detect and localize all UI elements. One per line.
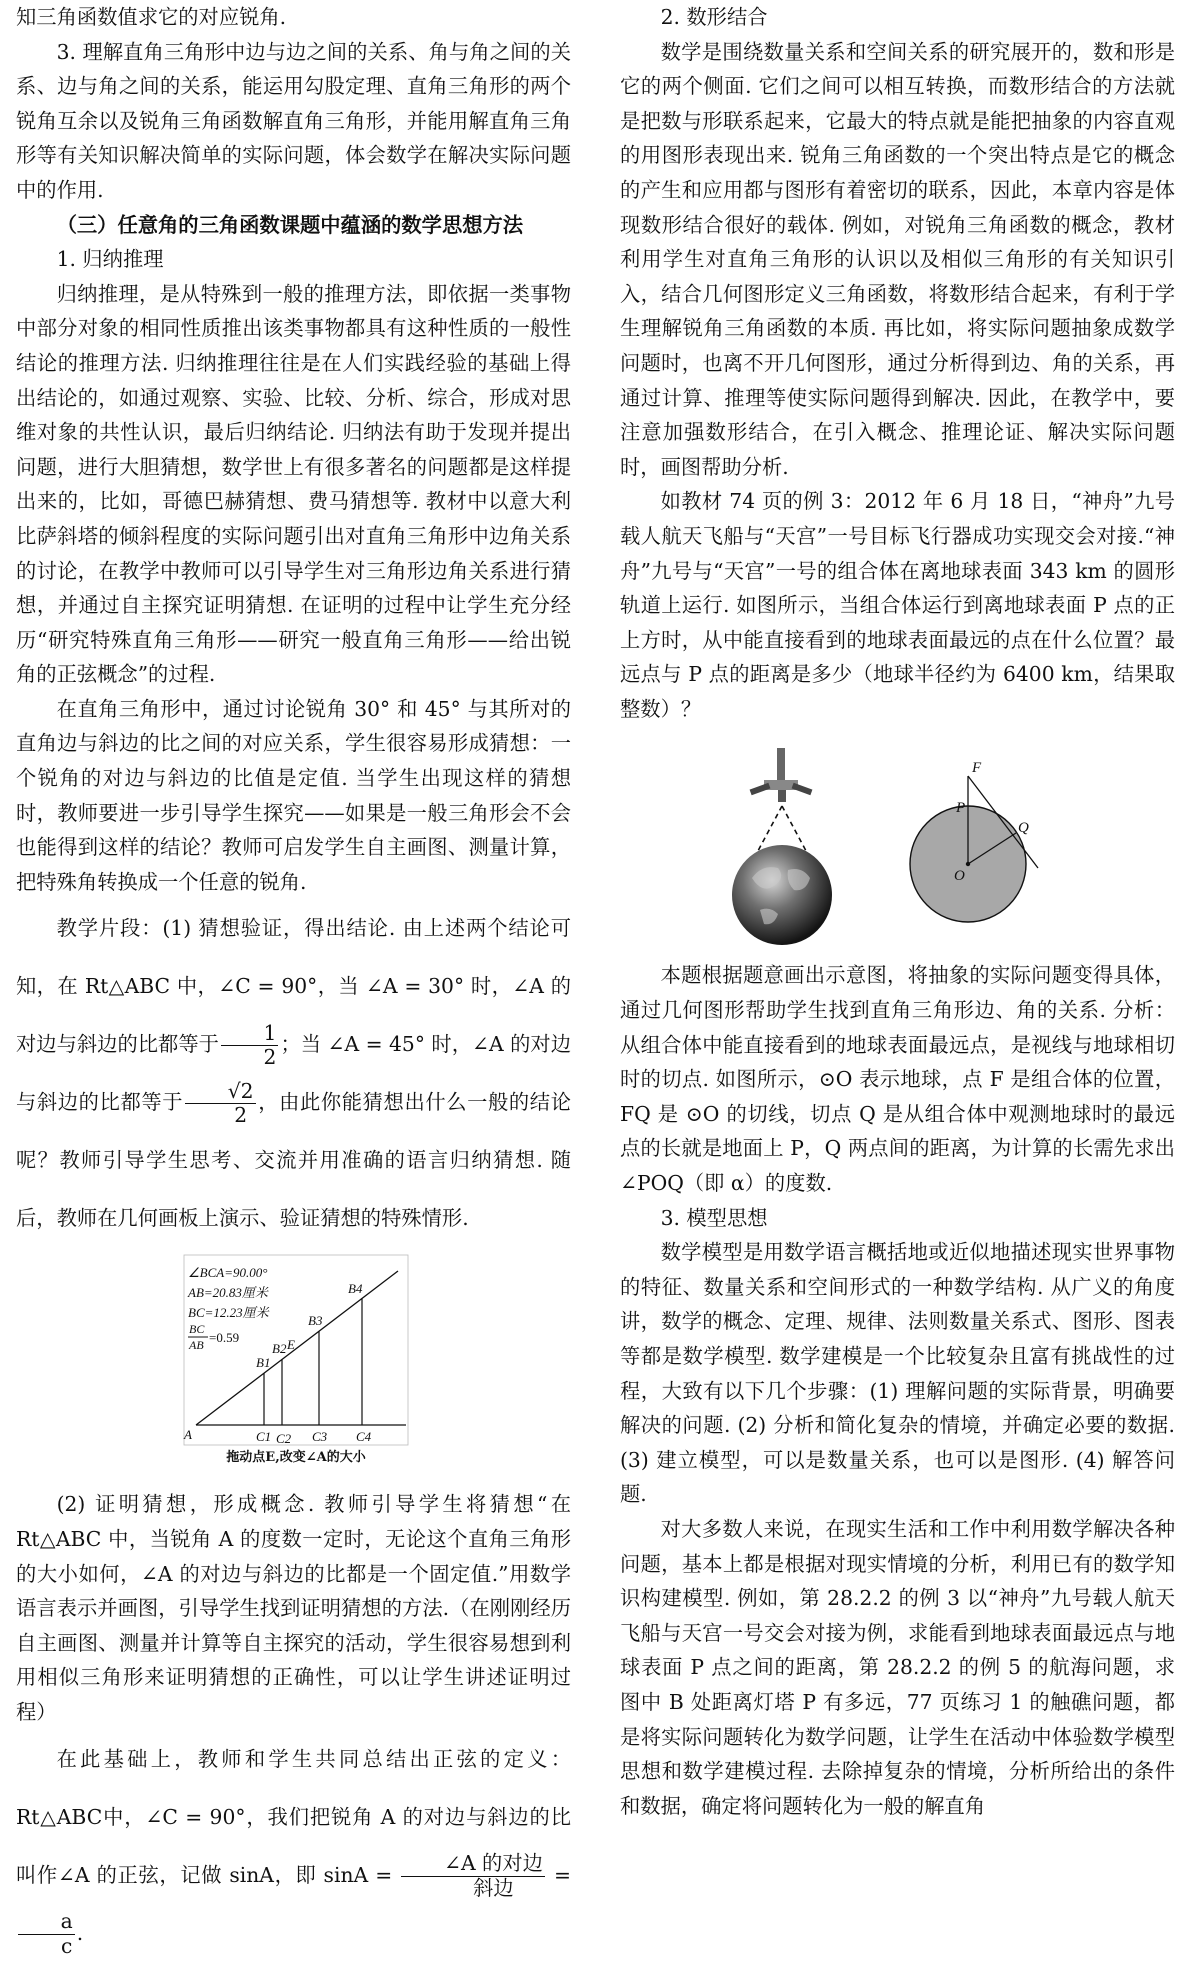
label-b2: B2 bbox=[272, 1341, 287, 1357]
paragraph: 教学片段：(1) 猜想验证，得出结论. 由上述两个结论可知，在 Rt△ABC 中，∠C = 90°，当 ∠A = 30° 时，∠A 的对边与斜边的比都等于 $\frac{1}{2}$ ；当 ∠A = 45° 时，∠A 的对边与斜边的比都等于 $\frac{√2}{2}$ ，由此你能猜想出什么一般的结论呢？教师引导学生思考、交流并用准确的语言归纳猜想. 随后，教师在几何画板上演示、验证猜想的特殊情形. bbox=[16, 916, 572, 1231]
paragraph: 对大多数人来说，在现实生活和工作中利用数学解决各种问题，基本上都是根据对现实情境的分析，利用已有的数学知识构建模型. 例如，第 28.2.2 的例 3 以“神舟”九号载人航天飞船与天宫一号交会对接为例，求能看到地球表面最远点与地球表面 P 点之间的距离，第 28.2.2 的例 5 的航海问题，求图中 B 处距离灯塔 P 有多远，77 页练习 1 的触礁问题，都是将实际问题转化为数学问题，让学生在活动中体验数学模型思想和数学建模过程. 去除掉复杂的情境，分析所给出的条件和数据，确定将问题转化为一般的解直角 bbox=[620, 1516, 1175, 1818]
paragraph: 如教材 74 页的例 3：2012 年 6 月 18 日，“神舟”九号载人航天飞船与“天宫”一号目标飞行器成功实现交会对接.“神舟”九号与“天宫”一号的组合体在离地球表面 343 km 的圆形轨道上运行. 如图所示，当组合体运行到离地球表面 P 点的正上方时，从中能直接看到的地球表面最远的点在什么位置？最远点与 P 点的距离是多少（地球半径约为 6400 km，结果取整数）？ bbox=[620, 489, 1175, 721]
paragraph: 本题根据题意画出示意图，将抽象的实际问题变得具体，通过几何图形帮助学生找到直角三角形边、角的关系. 分析：从组合体中能直接看到的地球表面最远点，是视线与地球相切时的切点. 如图所示，⊙O 表示地球，点 F 是组合体的位置，FQ 是 ⊙O 的切线，切点 Q 是从组合体中观测地球时的最远点的长就是地面上 P，Q 两点间的距离，为计算的长需先求出∠POQ（即 α）的度数. bbox=[620, 963, 1175, 1196]
fraction-half: $\frac{1}{2}$ bbox=[221, 1022, 279, 1070]
spacecraft-icon bbox=[750, 748, 813, 802]
paragraph: 在直角三角形中，通过讨论锐角 30° 和 45° 与其所对的直角边与斜边的比之间的对应关系，学生很容易形成猜想：一个锐角的对边与斜边的比值是定值. 当学生出现这样的猜想时，教师要进一步引导学生探究——如果是一般三角形会不会也能得到这样的结论？教师可启发学生自主画图、测量计算，把特殊角转换成一个任意的锐角. bbox=[16, 696, 571, 894]
paragraph: 知三角函数值求它的对应锐角. bbox=[16, 5, 287, 29]
subsection-heading: 2. 数形结合 bbox=[660, 5, 768, 29]
label-f: F bbox=[972, 760, 982, 777]
measure-ab: AB=20.83厘米 bbox=[188, 1285, 268, 1301]
label-b3: B3 bbox=[308, 1313, 323, 1329]
subsection-heading: 1. 归纳推理 bbox=[56, 247, 164, 272]
paragraph: 3. 理解直角三角形中边与边之间的关系、角与角之间的关系、边与角之间的关系，能运用勾股定理、直角三角形的两个锐角互余以及锐角三角函数解直角三角形，并能用解直角三角形等有关知识解决简单的实际问题，体会数学在解决实际问题中的作用. bbox=[16, 39, 571, 202]
label-c2: C2 bbox=[276, 1431, 292, 1447]
left-column bbox=[16, 0, 571, 1962]
figure-earth-orbit bbox=[620, 740, 1175, 950]
ratio-num: BC bbox=[189, 1322, 205, 1337]
ratio-den: AB bbox=[189, 1338, 204, 1353]
label-c4: C4 bbox=[356, 1429, 372, 1445]
fraction-sqrt2-half: $\frac{√2}{2}$ bbox=[185, 1080, 255, 1128]
label-q: Q bbox=[1018, 820, 1029, 837]
paragraph: 归纳推理，是从特殊到一般的推理方法，即依据一类事物中部分对象的相同性质推出该类事物都具有这种性质的一般性结论的推理方法. 归纳推理往往是在人们实践经验的基础上得出结论的，如通过观察、实验、比较、分析、综合，形成对思维对象的共性认识，最后归纳结论. 归纳法有助于发现并提出问题，进行大胆猜想，数学世上有很多著名的问题都是这样提出来的，比如，哥德巴赫猜想、费马猜想等. 教材中以意大利比萨斜塔的倾斜程度的实际问题引出对直角三角形中边角关系的讨论，在教学中教师可以引导学生对三角形边角关系进行猜想，并通过自主探究证明猜想. 在证明的过程中让学生充分经历“研究特殊直角三角形——研究一般直角三角形——给出锐角的正弦概念”的过程. bbox=[16, 281, 571, 687]
fraction-a-over-c: $\frac{a}{c}$ bbox=[18, 1910, 75, 1958]
measure-angle: ∠BCA=90.00° bbox=[188, 1265, 268, 1281]
label-c1: C1 bbox=[256, 1429, 272, 1445]
label-b4: B4 bbox=[348, 1281, 363, 1297]
section-heading: （三）任意角的三角函数课题中蕴涵的数学思想方法 bbox=[56, 212, 524, 237]
subsection-heading: 3. 模型思想 bbox=[660, 1205, 768, 1230]
paragraph: 数学模型是用数学语言概括地或近似地描述现实世界事物的特征、数量关系和空间形式的一种数学结构. 从广义的角度讲，数学的概念、定理、规律、法则数量关系式、图形、图表等都是数学模型. 数学建模是一个比较复杂且富有挑战性的过程，大致有以下几个步骤：(1) 理解问题的实际背景，明确要解决的问题. (2) 分析和简化复杂的情境，并确定必要的数据. (3) 建立模型，可以是数量关系，也可以是图形. (4) 解答问题. bbox=[620, 1240, 1175, 1507]
paragraph: 数学是围绕数量关系和空间关系的研究展开的，数和形是它的两个侧面. 它们之间可以相互转换，而数形结合的方法就是把数与形联系起来，它最大的特点就是能把抽象的内容直观的用图形表现出来. 锐角三角函数的一个突出特点是它的概念的产生和应用都与图形有着密切的联系，因此，本章内容是体现数形结合很好的载体. 例如，对锐角三角函数的概念，教材利用学生对直角三角形的认识以及相似三角形的有关知识引入，结合几何图形定义三角函数，将数形结合起来，有利于学生理解锐角三角函数的本质. 再比如，将实际问题抽象成数学问题时，也离不开几何图形，通过分析得到边、角的关系，再通过计算、推理等使实际问题得到解决. 因此，在教学中，要注意加强数形结合，在引入概念、推理论证、解决实际问题时，画图帮助分析. bbox=[620, 39, 1175, 479]
figure-similar-triangles bbox=[16, 1253, 571, 1483]
paragraph: 在此基础上，教师和学生共同总结出正弦的定义：Rt△ABC中，∠C = 90°，我们把锐角 A 的对边与斜边的比叫作∠A 的正弦，记做 sinA，即 sinA = $\frac{\text{∠A 的对边}}{\text{斜边}}$ = $\frac{a}{c}$ . bbox=[16, 1746, 571, 1958]
earth-tangent-diagram bbox=[620, 740, 1175, 950]
label-a: A bbox=[184, 1427, 192, 1443]
ratio-value: =0.59 bbox=[209, 1330, 240, 1346]
right-column bbox=[620, 0, 1175, 1823]
center-point bbox=[966, 862, 970, 866]
similar-triangles-diagram bbox=[166, 1253, 436, 1483]
earth-globe bbox=[732, 845, 832, 945]
fraction-sine-definition: $\frac{\text{∠A 的对边}}{\text{斜边}}$ bbox=[401, 1852, 545, 1900]
label-o: O bbox=[954, 868, 965, 885]
label-b1: B1 bbox=[256, 1355, 271, 1371]
label-e: E bbox=[287, 1337, 295, 1353]
measure-bc: BC=12.23厘米 bbox=[188, 1305, 269, 1321]
label-p: P bbox=[956, 800, 966, 817]
paragraph: (2) 证明猜想，形成概念. 教师引导学生将猜想“在 Rt△ABC 中，当锐角 A 的度数一定时，无论这个直角三角形的大小如何，∠A 的对边与斜边的比都是一个固定值.”用数学语言表示并画图，引导学生找到证明猜想的方法.（在刚刚经历自主画图、测量并计算等自主探究的活动，学生很容易想到利用相似三角形来证明猜想的正确性，可以让学生讲述证明过程） bbox=[16, 1492, 571, 1724]
figure-frame bbox=[184, 1255, 408, 1445]
figure-caption: 拖动点E,改变∠A的大小 bbox=[226, 1450, 366, 1466]
label-c3: C3 bbox=[312, 1429, 328, 1445]
